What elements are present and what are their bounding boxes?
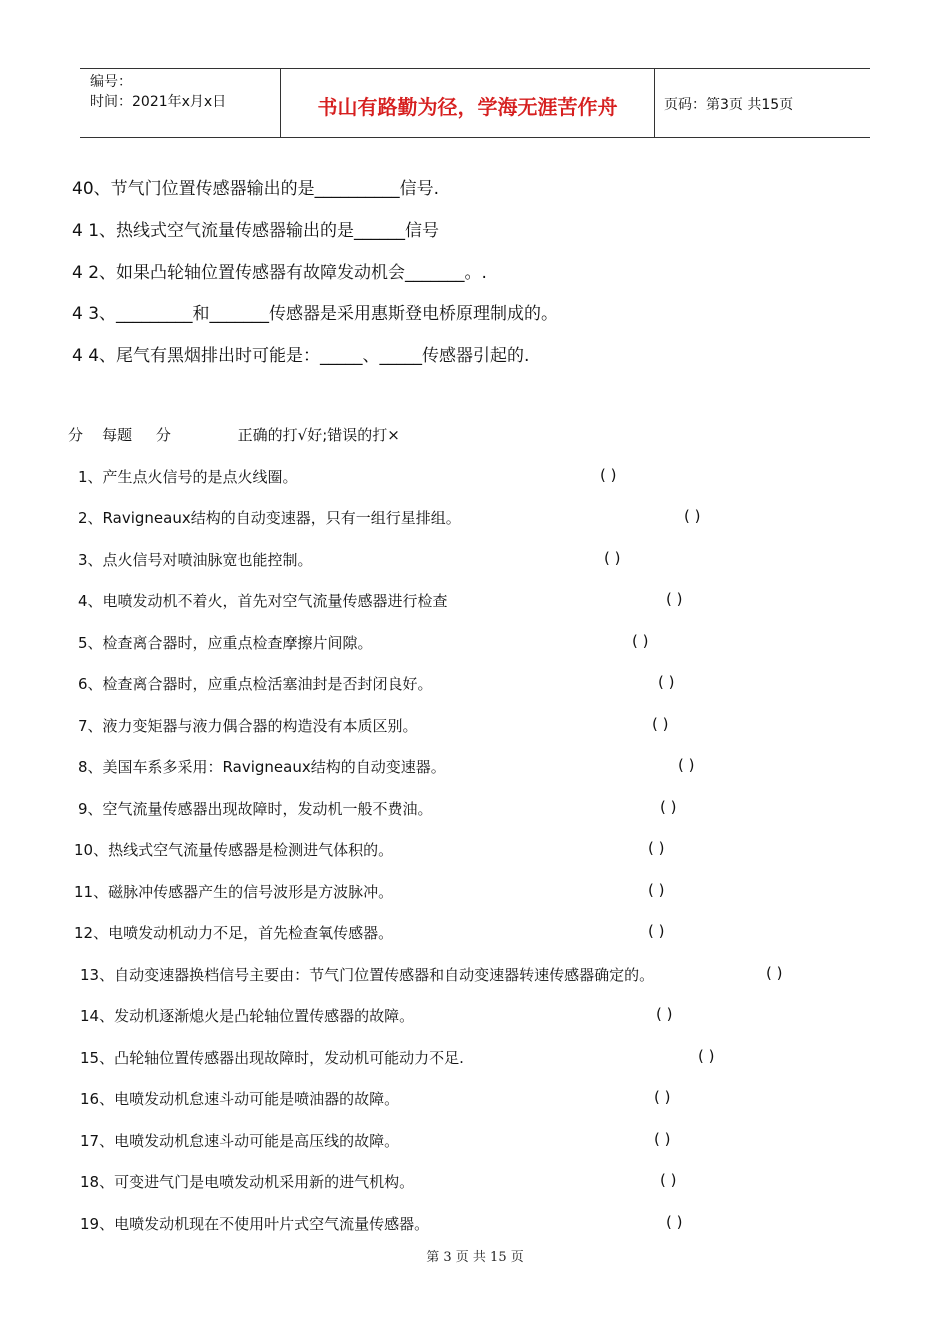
header-page-number: 页码：第3页 共15页	[664, 97, 794, 113]
answer-parens: ( )	[652, 715, 669, 733]
answer-parens: ( )	[600, 466, 617, 484]
tf-question-16: 16、电喷发动机怠速斗动可能是喷油器的故障。	[80, 1090, 400, 1108]
tf-question-15: 15、凸轮轴位置传感器出现故障时，发动机可能动力不足.	[80, 1049, 464, 1067]
tf-question-10: 10、热线式空气流量传感器是检测进气体积的。	[74, 841, 394, 859]
tf-question-1: 1、产生点火信号的是点火线圈。	[78, 468, 298, 486]
tf-question-14: 14、发动机逐渐熄火是凸轮轴位置传感器的故障。	[80, 1007, 415, 1025]
answer-parens: ( )	[698, 1047, 715, 1065]
answer-parens: ( )	[648, 922, 665, 940]
tf-question-9: 9、空气流量传感器出现故障时，发动机一般不费油。	[78, 800, 433, 818]
header-time: 时间：2021年x月x日	[90, 94, 227, 110]
question-43: 4 3、_________和_______传感器是采用惠斯登电桥原理制成的。	[72, 304, 559, 324]
tf-question-13: 13、自动变速器换档信号主要由：节气门位置传感器和自动变速器转速传感器确定的。	[80, 966, 655, 984]
answer-parens: ( )	[666, 1213, 683, 1231]
tf-question-19: 19、电喷发动机现在不使用叶片式空气流量传感器。	[80, 1215, 430, 1233]
tf-question-11: 11、磁脉冲传感器产生的信号波形是方波脉冲。	[74, 883, 394, 901]
answer-parens: ( )	[660, 1171, 677, 1189]
tf-question-18: 18、可变进气门是电喷发动机采用新的进气机构。	[80, 1173, 415, 1191]
answer-parens: ( )	[656, 1005, 673, 1023]
section-heading: 分 每题 分 正确的打√好;错误的打×	[68, 426, 400, 444]
answer-parens: ( )	[684, 507, 701, 525]
tf-question-7: 7、液力变矩器与液力偶合器的构造没有本质区别。	[78, 717, 418, 735]
question-41: 4 1、热线式空气流量传感器输出的是______信号	[72, 221, 440, 241]
answer-parens: ( )	[648, 881, 665, 899]
answer-parens: ( )	[678, 756, 695, 774]
header-number: 编号：	[90, 74, 132, 90]
answer-parens: ( )	[654, 1088, 671, 1106]
answer-parens: ( )	[660, 798, 677, 816]
header-motto: 书山有路勤为径，学海无涯苦作舟	[317, 95, 618, 119]
answer-parens: ( )	[632, 632, 649, 650]
answer-parens: ( )	[658, 673, 675, 691]
tf-question-12: 12、电喷发动机动力不足，首先检查氧传感器。	[74, 924, 394, 942]
header-info-cell	[80, 69, 280, 137]
tf-question-2: 2、Ravigneaux结构的自动变速器，只有一组行星排组。	[78, 509, 461, 527]
question-42: 4 2、如果凸轮轴位置传感器有故障发动机会_______。.	[72, 263, 487, 283]
page-header	[80, 68, 870, 138]
tf-question-17: 17、电喷发动机怠速斗动可能是高压线的故障。	[80, 1132, 400, 1150]
header-page-cell	[654, 69, 870, 137]
answer-parens: ( )	[604, 549, 621, 567]
tf-question-4: 4、电喷发动机不着火，首先对空气流量传感器进行检查	[78, 592, 448, 610]
answer-parens: ( )	[654, 1130, 671, 1148]
answer-parens: ( )	[648, 839, 665, 857]
question-40: 40、节气门位置传感器输出的是__________信号.	[72, 179, 440, 199]
tf-question-3: 3、点火信号对喷油脉宽也能控制。	[78, 551, 313, 569]
tf-question-6: 6、检查离合器时，应重点检活塞油封是否封闭良好。	[78, 675, 433, 693]
question-44: 4 4、尾气有黑烟排出时可能是：_____、_____传感器引起的.	[72, 346, 530, 366]
answer-parens: ( )	[766, 964, 783, 982]
answer-parens: ( )	[666, 590, 683, 608]
header-motto-cell	[280, 69, 655, 137]
tf-question-5: 5、检查离合器时，应重点检查摩擦片间隙。	[78, 634, 373, 652]
tf-question-8: 8、美国车系多采用：Ravigneaux结构的自动变速器。	[78, 758, 446, 776]
page-footer: 第 3 页 共 15 页	[426, 1250, 524, 1265]
